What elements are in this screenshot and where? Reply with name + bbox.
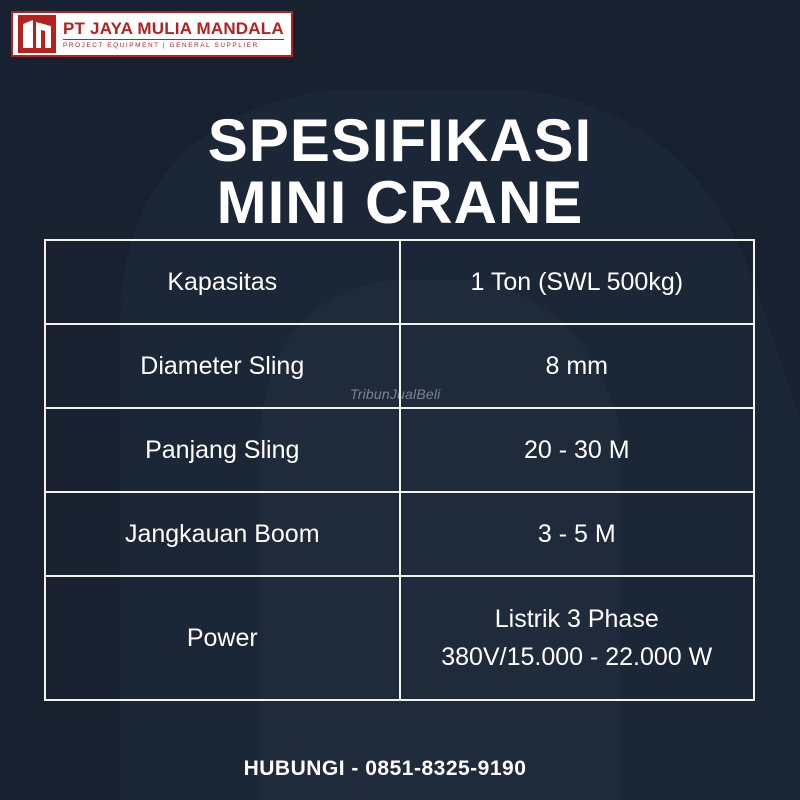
page-title-line-1: SPESIFIKASI — [207, 107, 593, 174]
table-row — [45, 240, 754, 324]
spec-value-line-1: Listrik 3 Phase — [494, 605, 659, 633]
watermark: TribunJualBeli — [350, 386, 441, 402]
table-row — [45, 408, 754, 492]
company-tagline: PROJECT EQUIPMENT | GENERAL SUPPLIER — [63, 39, 284, 50]
spec-label: Kapasitas — [45, 240, 400, 324]
table-row — [45, 492, 754, 576]
company-logo — [11, 11, 293, 57]
table-row — [45, 576, 754, 700]
spec-value-line-2: 380V/15.000 - 22.000 W — [441, 643, 713, 671]
specification-table — [44, 239, 755, 701]
spec-label: Jangkauan Boom — [45, 492, 400, 576]
spec-value — [400, 576, 755, 700]
contact-phone: HUBUNGI - 0851-8325-9190 — [243, 757, 527, 780]
page-title-line-2: MINI CRANE — [216, 169, 584, 236]
spec-label: Diameter Sling — [45, 324, 400, 408]
spec-value: 1 Ton (SWL 500kg) — [400, 240, 755, 324]
spec-value: 3 - 5 M — [400, 492, 755, 576]
spec-label: Panjang Sling — [45, 408, 400, 492]
spec-label: Power — [45, 576, 400, 700]
company-name: PT JAYA MULIA MANDALA — [63, 18, 284, 38]
spec-value: 8 mm — [400, 324, 755, 408]
spec-value: 20 - 30 M — [400, 408, 755, 492]
building-logo-icon — [17, 14, 57, 54]
